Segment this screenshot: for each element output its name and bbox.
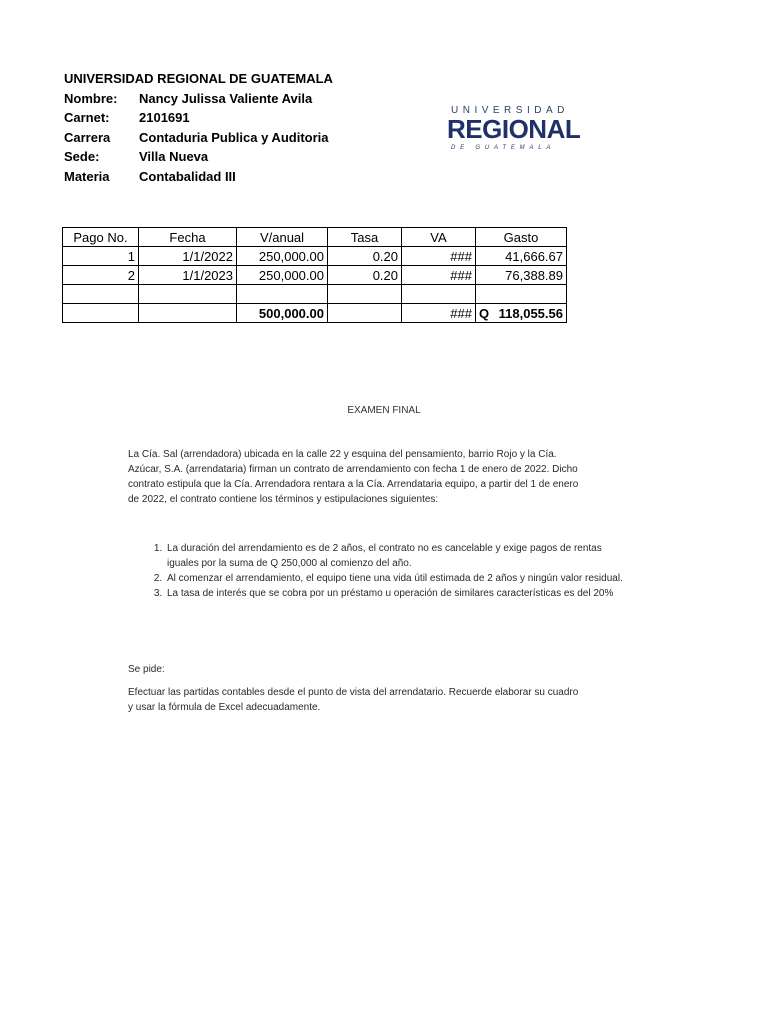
header-gasto: Gasto — [476, 228, 567, 247]
field-sede — [64, 147, 208, 167]
header-fecha: Fecha — [139, 228, 237, 247]
cell-va: ### — [402, 266, 476, 285]
cell-tasa: 0.20 — [328, 247, 402, 266]
currency-prefix: Q — [479, 305, 490, 321]
field-carnet — [64, 108, 190, 128]
field-carrera — [64, 128, 328, 148]
field-materia — [64, 167, 236, 187]
table-total-row — [63, 304, 567, 323]
table-row — [63, 266, 567, 285]
cell-empty — [139, 285, 237, 304]
cell-vanual: 250,000.00 — [237, 247, 328, 266]
total-gasto-value: 118,055.56 — [498, 305, 563, 321]
cell-empty — [402, 285, 476, 304]
cell-tasa: 0.20 — [328, 266, 402, 285]
field-label: Carrera — [64, 130, 111, 145]
field-value: 2101691 — [139, 110, 190, 125]
field-label: Nombre: — [64, 91, 118, 106]
logo-line1: UNIVERSIDAD — [451, 105, 569, 116]
field-label: Sede: — [64, 149, 100, 164]
exam-instruction: Efectuar las partidas contables desde el punto de vista del arrendatario. Recuerde elaborar su cuadro y usar la fórmula de Excel adecuadamente. — [128, 687, 579, 713]
cell-empty — [237, 285, 328, 304]
cell-vanual: 250,000.00 — [237, 266, 328, 285]
logo-line3: DE GUATEMALA — [451, 145, 556, 151]
cell-gasto: 41,666.67 — [476, 247, 567, 266]
cell-empty — [328, 285, 402, 304]
logo-line2: REGIONAL — [447, 114, 581, 144]
field-label: Carnet: — [64, 110, 110, 125]
cell-empty — [139, 304, 237, 323]
header-pago: Pago No. — [63, 228, 139, 247]
se-pide-label: Se pide: — [128, 664, 165, 675]
exam-title: EXAMEN FINAL — [347, 405, 421, 416]
exam-intro: La Cía. Sal (arrendadora) ubicada en la calle 22 y esquina del pensamiento, barrio Rojo y la Cía. Azúcar, S.A. (arrendataria) firman un contrato de arrendamiento con fecha 1 de enero de 2022. Dicho contrato estipula que la Cía. Arrendadora rentara a la Cía. Arrendataria equipo, a partir del 1 de enero de 2022, el contrato contiene los términos y estipulaciones siguientes: — [128, 449, 579, 505]
list-item: 3. La tasa de interés que se cobra por un préstamo u operación de similares características es del 20% — [165, 586, 623, 601]
field-value: Nancy Julissa Valiente Avila — [139, 91, 313, 106]
table-header-row — [63, 228, 567, 247]
university-logo — [447, 105, 581, 155]
cell-empty — [328, 304, 402, 323]
field-nombre — [64, 89, 312, 109]
payment-table — [62, 227, 567, 323]
cell-fecha: 1/1/2022 — [139, 247, 237, 266]
cell-empty — [63, 304, 139, 323]
header-va: VA — [402, 228, 476, 247]
cell-fecha: 1/1/2023 — [139, 266, 237, 285]
header-tasa: Tasa — [328, 228, 402, 247]
field-label: Materia — [64, 169, 110, 184]
header-vanual: V/anual — [237, 228, 328, 247]
table-row — [63, 247, 567, 266]
cell-gasto: 76,388.89 — [476, 266, 567, 285]
list-item: 2. Al comenzar el arrendamiento, el equipo tiene una vida útil estimada de 2 años y ningún valor residual. — [165, 571, 623, 586]
total-va: ### — [402, 304, 476, 323]
total-vanual: 500,000.00 — [237, 304, 328, 323]
table-row — [63, 285, 567, 304]
field-value: Contaduria Publica y Auditoria — [139, 130, 329, 145]
terms-list — [128, 541, 623, 601]
field-value: Contabalidad III — [139, 169, 236, 184]
total-gasto — [476, 304, 567, 323]
field-value: Villa Nueva — [139, 149, 209, 164]
cell-empty — [63, 285, 139, 304]
cell-empty — [476, 285, 567, 304]
cell-va: ### — [402, 247, 476, 266]
list-item: 1. La duración del arrendamiento es de 2 años, el contrato no es cancelable y exige pagos de rentas iguales por la suma de Q 250,000 al comienzo del año. — [165, 541, 623, 571]
cell-pago: 1 — [63, 247, 139, 266]
cell-pago: 2 — [63, 266, 139, 285]
university-title: UNIVERSIDAD REGIONAL DE GUATEMALA — [64, 71, 333, 86]
